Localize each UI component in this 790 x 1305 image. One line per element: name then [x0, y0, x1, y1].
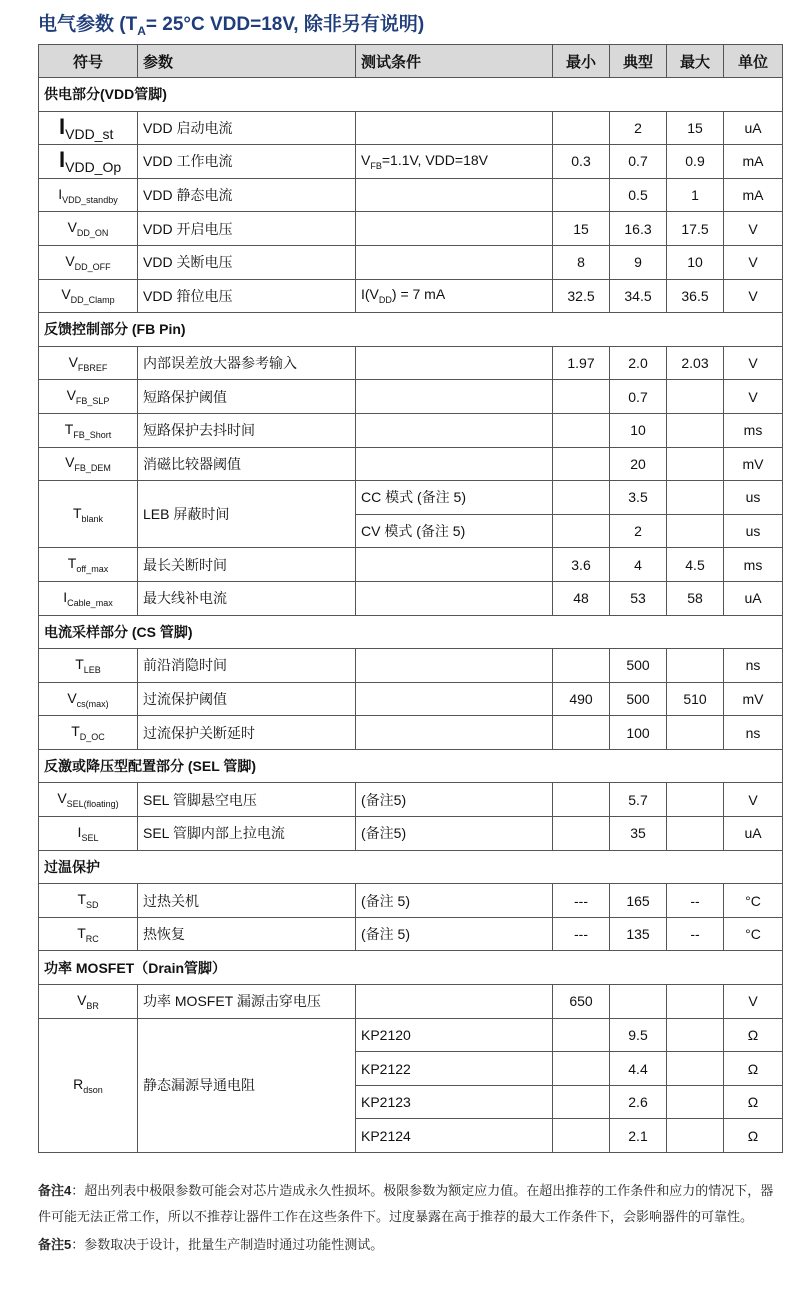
header-max: 最大: [667, 45, 724, 78]
min-cell: 48: [553, 581, 610, 615]
symbol-cell: $R_{dson}$: [39, 1018, 138, 1152]
max-cell: [667, 447, 724, 481]
cond-cell: [356, 346, 553, 380]
typ-cell: 4.4: [610, 1052, 667, 1086]
symbol-cell: $V_{DD\_Clamp}$: [39, 279, 138, 313]
section-otp: 过温保护: [39, 850, 783, 884]
table-row: [39, 145, 783, 179]
unit-cell: V: [724, 783, 783, 817]
max-cell: [667, 514, 724, 548]
max-cell: [667, 985, 724, 1019]
table-row: [39, 1018, 783, 1052]
symbol-cell: $V_{FBREF}$: [39, 346, 138, 380]
table-row: [39, 279, 783, 313]
unit-cell: V: [724, 279, 783, 313]
typ-cell: 35: [610, 817, 667, 851]
max-cell: [667, 817, 724, 851]
max-cell: [667, 1085, 724, 1119]
cond-cell: [356, 178, 553, 212]
min-cell: [553, 649, 610, 683]
unit-cell: V: [724, 985, 783, 1019]
cond-cell: KP2124: [356, 1119, 553, 1153]
max-cell: [667, 716, 724, 750]
param-cell: VDD 启动电流: [138, 111, 356, 145]
unit-cell: mV: [724, 447, 783, 481]
table-row: [39, 783, 783, 817]
min-cell: 650: [553, 985, 610, 1019]
min-cell: 15: [553, 212, 610, 246]
min-cell: [553, 447, 610, 481]
unit-cell: us: [724, 481, 783, 515]
max-cell: [667, 1119, 724, 1153]
max-cell: [667, 783, 724, 817]
symbol-cell: $V_{FB\_DEM}$: [39, 447, 138, 481]
unit-cell: ns: [724, 649, 783, 683]
typ-cell: 0.5: [610, 178, 667, 212]
section-cs: 电流采样部分 (CS 管脚): [39, 615, 783, 649]
typ-cell: 500: [610, 682, 667, 716]
typ-cell: 0.7: [610, 380, 667, 414]
table-row: [39, 581, 783, 615]
typ-cell: 5.7: [610, 783, 667, 817]
min-cell: [553, 783, 610, 817]
typ-cell: [610, 985, 667, 1019]
cond-cell: [356, 245, 553, 279]
max-cell: 4.5: [667, 548, 724, 582]
symbol-cell: $T_{LEB}$: [39, 649, 138, 683]
param-cell: 功率 MOSFET 漏源击穿电压: [138, 985, 356, 1019]
typ-cell: 4: [610, 548, 667, 582]
unit-cell: ms: [724, 548, 783, 582]
unit-cell: ms: [724, 413, 783, 447]
cond-cell: (备注5): [356, 783, 553, 817]
header-parameter: 参数: [138, 45, 356, 78]
page-title: 电气参数 ($T_A= 25^\circ C$ VDD=18V, 除非另有说明): [38, 14, 425, 38]
max-cell: 1: [667, 178, 724, 212]
max-cell: --: [667, 884, 724, 918]
symbol-cell: $I_{VDD\_Op}$: [39, 145, 138, 179]
symbol-cell: $T_{off\_max}$: [39, 548, 138, 582]
min-cell: 0.3: [553, 145, 610, 179]
table-row: [39, 178, 783, 212]
symbol-cell: $T_{blank}$: [39, 481, 138, 548]
unit-cell: V: [724, 245, 783, 279]
min-cell: [553, 817, 610, 851]
min-cell: 3.6: [553, 548, 610, 582]
header-unit: 单位: [724, 45, 783, 78]
unit-cell: °C: [724, 917, 783, 951]
param-cell: SEL 管脚内部上拉电流: [138, 817, 356, 851]
param-cell: 前沿消隐时间: [138, 649, 356, 683]
table-row: [39, 682, 783, 716]
typ-cell: 500: [610, 649, 667, 683]
cond-cell: KP2123: [356, 1085, 553, 1119]
typ-cell: 135: [610, 917, 667, 951]
min-cell: [553, 1119, 610, 1153]
param-cell: VDD 开启电压: [138, 212, 356, 246]
unit-cell: uA: [724, 817, 783, 851]
unit-cell: Ω: [724, 1018, 783, 1052]
table-row: [39, 884, 783, 918]
min-cell: [553, 716, 610, 750]
max-cell: [667, 1052, 724, 1086]
cond-cell: [356, 649, 553, 683]
symbol-cell: $T_{SD}$: [39, 884, 138, 918]
typ-cell: 53: [610, 581, 667, 615]
max-cell: 0.9: [667, 145, 724, 179]
table-row: [39, 245, 783, 279]
min-cell: ---: [553, 917, 610, 951]
typ-cell: 34.5: [610, 279, 667, 313]
symbol-cell: $V_{cs(max)}$: [39, 682, 138, 716]
param-cell: 短路保护去抖时间: [138, 413, 356, 447]
unit-cell: us: [724, 514, 783, 548]
cond-cell: [356, 682, 553, 716]
max-cell: [667, 649, 724, 683]
cond-cell: (备注 5): [356, 884, 553, 918]
cond-cell: [356, 548, 553, 582]
min-cell: [553, 1018, 610, 1052]
param-cell: VDD 工作电流: [138, 145, 356, 179]
param-cell: LEB 屏蔽时间: [138, 481, 356, 548]
typ-cell: 16.3: [610, 212, 667, 246]
section-sel: 反激或降压型配置部分 (SEL 管脚): [39, 749, 783, 783]
max-cell: 510: [667, 682, 724, 716]
typ-cell: 165: [610, 884, 667, 918]
cond-cell: $V_{FB}=1.1V$, VDD=18V: [356, 145, 553, 179]
unit-cell: V: [724, 346, 783, 380]
unit-cell: uA: [724, 111, 783, 145]
max-cell: 10: [667, 245, 724, 279]
section-fb: 反馈控制部分 (FB Pin): [39, 313, 783, 347]
param-cell: 过流保护关断延时: [138, 716, 356, 750]
unit-cell: V: [724, 212, 783, 246]
symbol-cell: $V_{DD\_ON}$: [39, 212, 138, 246]
max-cell: [667, 413, 724, 447]
symbol-cell: $I_{VDD\_st}$: [39, 111, 138, 145]
note-4: 备注4：超出列表中极限参数可能会对芯片造成永久性损坏。极限参数为额定应力值。在超出推荐的工作条件和应力的情况下，器件可能无法正常工作，所以不推荐让器件工作在这些条件下。过度暴露在高于推荐的最大工作条件下，会影响器件的可靠性。: [38, 1183, 774, 1224]
max-cell: 15: [667, 111, 724, 145]
typ-cell: 3.5: [610, 481, 667, 515]
header-min: 最小: [553, 45, 610, 78]
unit-cell: ns: [724, 716, 783, 750]
cond-cell: (备注 5): [356, 917, 553, 951]
section-row: [39, 615, 783, 649]
table-row: [39, 548, 783, 582]
typ-cell: 9.5: [610, 1018, 667, 1052]
typ-cell: 2: [610, 514, 667, 548]
section-row: [39, 951, 783, 985]
unit-cell: Ω: [724, 1085, 783, 1119]
max-cell: 17.5: [667, 212, 724, 246]
unit-cell: V: [724, 380, 783, 414]
param-cell: 最大线补电流: [138, 581, 356, 615]
min-cell: 8: [553, 245, 610, 279]
max-cell: 36.5: [667, 279, 724, 313]
cond-cell: [356, 413, 553, 447]
cond-cell: [356, 111, 553, 145]
section-row: [39, 78, 783, 112]
cond-cell: [356, 212, 553, 246]
max-cell: --: [667, 917, 724, 951]
header-row: [39, 45, 783, 78]
symbol-cell: $T_{D\_OC}$: [39, 716, 138, 750]
unit-cell: uA: [724, 581, 783, 615]
min-cell: ---: [553, 884, 610, 918]
table-row: [39, 212, 783, 246]
max-cell: 58: [667, 581, 724, 615]
table-row: [39, 817, 783, 851]
table-row: [39, 985, 783, 1019]
param-cell: 内部误差放大器参考输入: [138, 346, 356, 380]
param-cell: 过热关机: [138, 884, 356, 918]
min-cell: [553, 481, 610, 515]
table-row: [39, 481, 783, 515]
unit-cell: mA: [724, 178, 783, 212]
header-typ: 典型: [610, 45, 667, 78]
typ-cell: 10: [610, 413, 667, 447]
symbol-cell: $V_{BR}$: [39, 985, 138, 1019]
section-row: [39, 749, 783, 783]
param-cell: VDD 静态电流: [138, 178, 356, 212]
typ-cell: 20: [610, 447, 667, 481]
section-row: [39, 313, 783, 347]
typ-cell: 100: [610, 716, 667, 750]
max-cell: [667, 481, 724, 515]
symbol-cell: $V_{FB\_SLP}$: [39, 380, 138, 414]
cond-cell: [356, 716, 553, 750]
typ-cell: 2.1: [610, 1119, 667, 1153]
symbol-cell: $I_{VDD\_standby}$: [39, 178, 138, 212]
min-cell: 1.97: [553, 346, 610, 380]
table-row: [39, 649, 783, 683]
table-row: [39, 111, 783, 145]
param-cell: 消磁比较器阈值: [138, 447, 356, 481]
min-cell: [553, 380, 610, 414]
typ-cell: 9: [610, 245, 667, 279]
min-cell: [553, 413, 610, 447]
min-cell: [553, 514, 610, 548]
cond-cell: [356, 985, 553, 1019]
param-cell: SEL 管脚悬空电压: [138, 783, 356, 817]
max-cell: [667, 380, 724, 414]
table-row: [39, 346, 783, 380]
param-cell: 过流保护阈值: [138, 682, 356, 716]
unit-cell: Ω: [724, 1052, 783, 1086]
typ-cell: 2.6: [610, 1085, 667, 1119]
max-cell: 2.03: [667, 346, 724, 380]
param-cell: VDD 箝位电压: [138, 279, 356, 313]
table-row: [39, 917, 783, 951]
table-row: [39, 447, 783, 481]
cond-cell: [356, 380, 553, 414]
symbol-cell: $I_{SEL}$: [39, 817, 138, 851]
notes-section: [38, 1178, 782, 1258]
table-row: [39, 413, 783, 447]
cond-cell: [356, 447, 553, 481]
max-cell: [667, 1018, 724, 1052]
symbol-cell: $I_{Cable\_max}$: [39, 581, 138, 615]
symbol-cell: $V_{DD\_OFF}$: [39, 245, 138, 279]
cond-cell: KP2120: [356, 1018, 553, 1052]
typ-cell: 2.0: [610, 346, 667, 380]
symbol-cell: $T_{RC}$: [39, 917, 138, 951]
table-row: [39, 380, 783, 414]
param-cell: 短路保护阈值: [138, 380, 356, 414]
cond-cell: (备注5): [356, 817, 553, 851]
section-mosfet: 功率 MOSFET（Drain管脚）: [39, 951, 783, 985]
min-cell: [553, 178, 610, 212]
param-cell: 静态漏源导通电阻: [138, 1018, 356, 1152]
param-cell: 最长关断时间: [138, 548, 356, 582]
section-row: [39, 850, 783, 884]
header-symbol: 符号: [39, 45, 138, 78]
unit-cell: mV: [724, 682, 783, 716]
typ-cell: 0.7: [610, 145, 667, 179]
cond-cell: [356, 581, 553, 615]
header-condition: 测试条件: [356, 45, 553, 78]
param-cell: VDD 关断电压: [138, 245, 356, 279]
min-cell: 490: [553, 682, 610, 716]
unit-cell: mA: [724, 145, 783, 179]
table-row: [39, 716, 783, 750]
min-cell: [553, 111, 610, 145]
unit-cell: Ω: [724, 1119, 783, 1153]
symbol-cell: $V_{SEL(floating)}$: [39, 783, 138, 817]
min-cell: 32.5: [553, 279, 610, 313]
min-cell: [553, 1085, 610, 1119]
cond-cell: KP2122: [356, 1052, 553, 1086]
cond-cell: $I(V_{DD}) = 7$ mA: [356, 279, 553, 313]
note-5: 备注5：参数取决于设计，批量生产制造时通过功能性测试。: [38, 1237, 384, 1252]
section-power: 供电部分(VDD管脚): [39, 78, 783, 112]
symbol-cell: $T_{FB\_Short}$: [39, 413, 138, 447]
unit-cell: °C: [724, 884, 783, 918]
cond-cell: CV 模式 (备注 5): [356, 514, 553, 548]
min-cell: [553, 1052, 610, 1086]
param-cell: 热恢复: [138, 917, 356, 951]
typ-cell: 2: [610, 111, 667, 145]
electrical-parameters-table: [38, 44, 783, 1153]
cond-cell: CC 模式 (备注 5): [356, 481, 553, 515]
